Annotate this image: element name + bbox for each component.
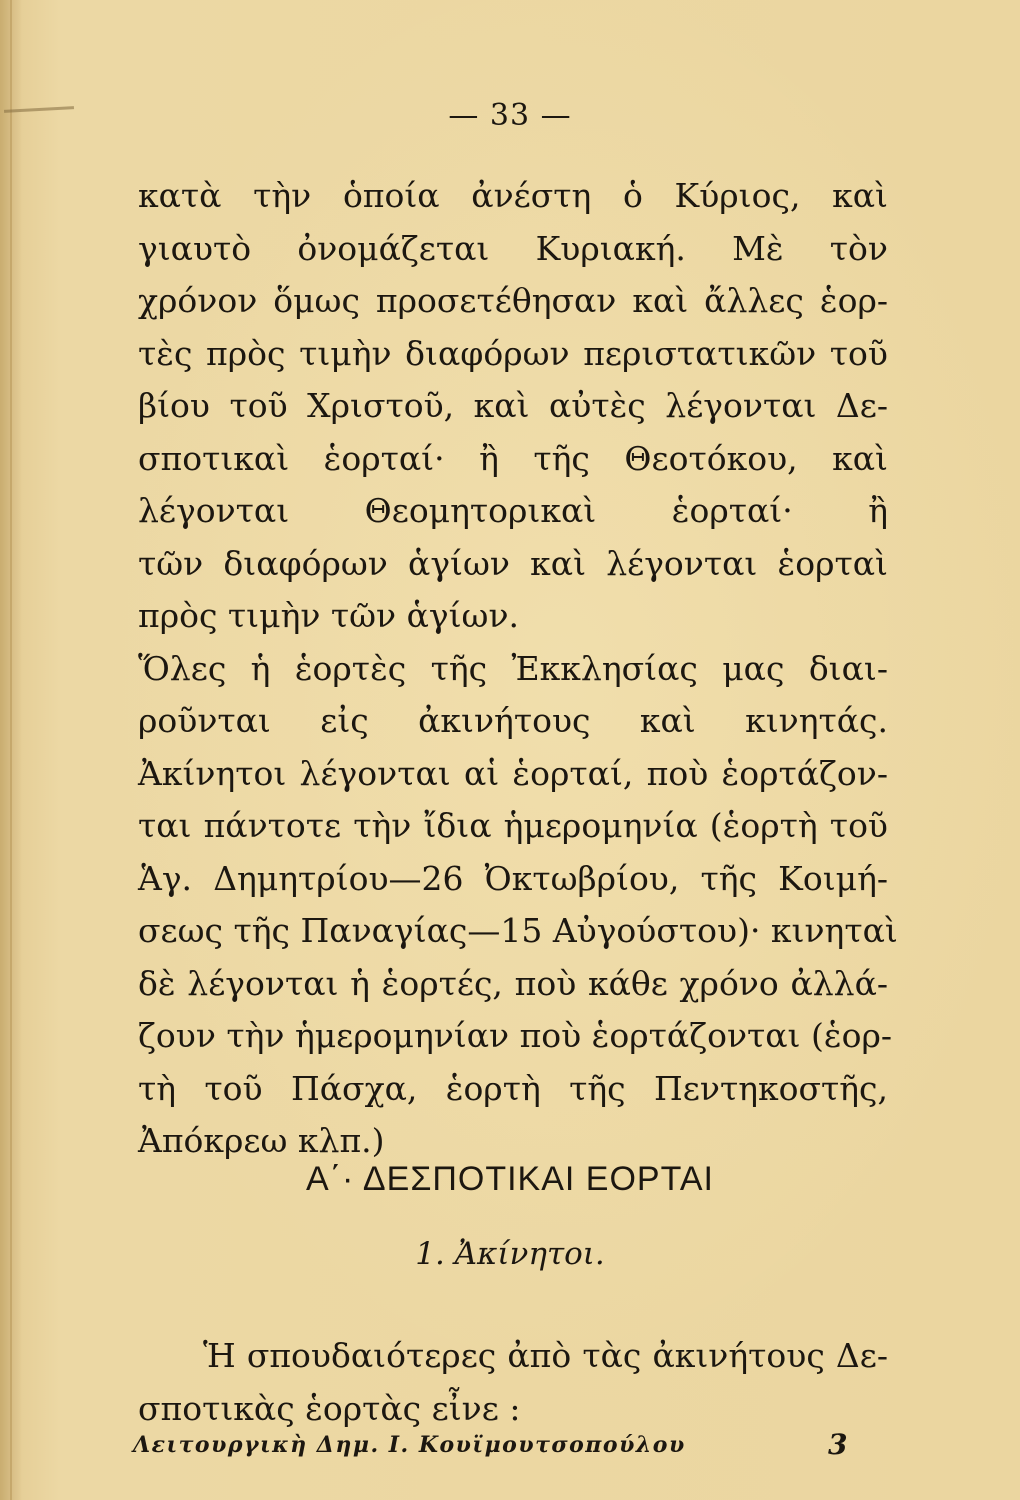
body-paragraph — [138, 170, 898, 1168]
text-line: βίου τοῦ Χριστοῦ, καὶ αὐτὲς λέγονται Δε- — [138, 386, 888, 425]
text-line: Ὅλες ἡ ἑορτὲς τῆς Ἐκκλησίας μας διαι- — [138, 648, 888, 688]
page-number: — 33 — — [448, 98, 572, 133]
binding-line — [10, 0, 12, 1500]
second-paragraph — [138, 1330, 888, 1435]
footer-signature-line: Λειτουργικὴ Δημ. Ι. Κουϊμουτσοπούλου — [133, 1432, 686, 1458]
text-line: ροῦνται εἰς ἀκινήτους καὶ κινητάς. — [138, 701, 888, 740]
text-line: Ἀπόκρεω κλπ.) — [138, 1121, 385, 1160]
text-line: ζουν τὴν ἡμερομηνίαν ποὺ ἑορτάζονται (ἑορ- — [138, 1016, 892, 1055]
text-line: δὲ λέγονται ἡ ἑορτές, ποὺ κάθε χρόνο ἀλλά- — [138, 963, 888, 1003]
text-line: τὲς πρὸς τιμὴν διαφόρων περιστατικῶν τοῦ — [138, 333, 888, 373]
section-heading: Α΄· ΔΕΣΠΟΤΙΚΑΙ ΕΟΡΤΑΙ — [306, 1160, 714, 1198]
signature-mark: 3 — [828, 1428, 848, 1461]
text-line: σποτικὰς ἑορτὰς εἶνε : — [138, 1388, 521, 1428]
text-line: τὴ τοῦ Πάσχα, ἑορτὴ τῆς Πεντηκοστῆς, — [138, 1068, 888, 1108]
text-line: σποτικαὶ ἑορταί· ἢ τῆς Θεοτόκου, καὶ — [138, 438, 888, 478]
text-line: κατὰ τὴν ὁποία ἀνέστη ὁ Κύριος, καὶ — [138, 176, 888, 215]
text-line: τῶν διαφόρων ἁγίων καὶ λέγονται ἑορταὶ — [138, 543, 888, 583]
text-line: γιαυτὸ ὀνομάζεται Κυριακή. Μὲ τὸν — [138, 228, 888, 268]
text-line: χρόνον ὅμως προσετέθησαν καὶ ἄλλες ἑορ- — [138, 281, 888, 320]
text-line: πρὸς τιμὴν τῶν ἁγίων. — [138, 596, 520, 635]
text-line: Ἁγ. Δημητρίου—26 Ὀκτωβρίου, τῆς Κοιμή- — [138, 858, 888, 898]
text-line: Ἀκίνητοι λέγονται αἱ ἑορταί, ποὺ ἑορτάζον- — [138, 753, 888, 793]
subsection-heading: 1. Ἀκίνητοι. — [415, 1236, 605, 1272]
text-line: ται πάντοτε τὴν ἴδια ἡμερομηνία (ἑορτὴ τοῦ — [138, 806, 888, 845]
text-line: σεως τῆς Παναγίας—15 Αὐγούστου)· κινηταὶ — [138, 911, 898, 950]
text-line: Ἡ σπουδαιότερες ἀπὸ τὰς ἀκινήτους Δε- — [203, 1336, 888, 1375]
text-line: λέγονται Θεομητορικαὶ ἑορταί· ἢ — [138, 491, 888, 530]
